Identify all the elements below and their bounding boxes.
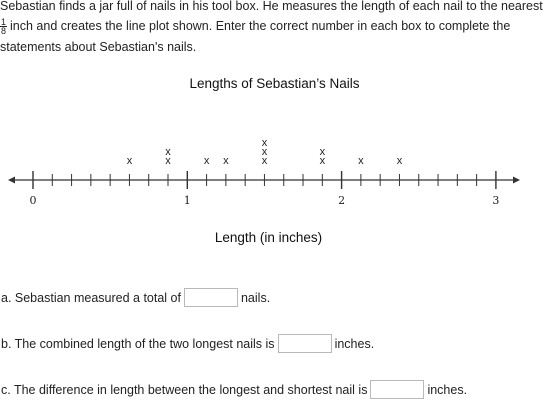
question-a-text: a. Sebastian measured a total of [1,290,181,305]
plot-title: Lengths of Sebastian’s Nails [189,76,360,91]
x-mark: x [319,155,326,167]
problem-line-1: Sebastian finds a jar full of nails in his tool box. He measures the length of each nail to the nearest [0,0,543,13]
x-mark: x [358,155,364,167]
x-mark: x [223,155,229,167]
right-arrow-icon [513,177,520,184]
question-a [1,288,270,307]
question-c-text: c. The difference in length between the longest and shortest nail is [1,382,368,397]
x-mark: x [396,155,403,167]
tick-label: 2 [338,194,346,207]
x-mark: x [165,155,171,167]
question-a-unit: nails. [240,290,271,305]
question-c-unit: inches. [427,382,468,397]
problem-line-2 [0,17,510,35]
x-mark: x [126,155,133,167]
problem-line-3: statements about Sebastian's nails. [0,40,197,54]
x-mark: x [203,155,210,167]
line-plot [0,120,549,215]
answer-a-input[interactable] [184,288,238,307]
axis-title: Length (in inches) [214,230,323,245]
question-b-unit: inches. [334,336,375,351]
question-c [1,380,467,399]
answer-c-input[interactable] [370,380,424,399]
question-b-text: b. The combined length of the two longest nails is [1,336,275,351]
x-mark: x [165,146,171,158]
tick-label: 3 [492,194,500,207]
x-mark: x [261,146,268,158]
fraction-numerator: 1 [1,17,7,28]
x-mark: x [261,137,268,149]
answer-b-input[interactable] [278,334,332,353]
x-mark: x [261,155,268,167]
tick-label: 1 [183,194,191,207]
fraction-denominator: 8 [1,26,7,37]
x-mark: x [319,146,326,158]
problem-line-2-text: inch and creates the line plot shown. Enter the correct number in each box to complete the [10,19,511,33]
question-b [1,334,374,353]
fraction-one-eighth [0,18,7,35]
left-arrow-icon [8,177,15,184]
tick-label: 0 [29,194,37,207]
